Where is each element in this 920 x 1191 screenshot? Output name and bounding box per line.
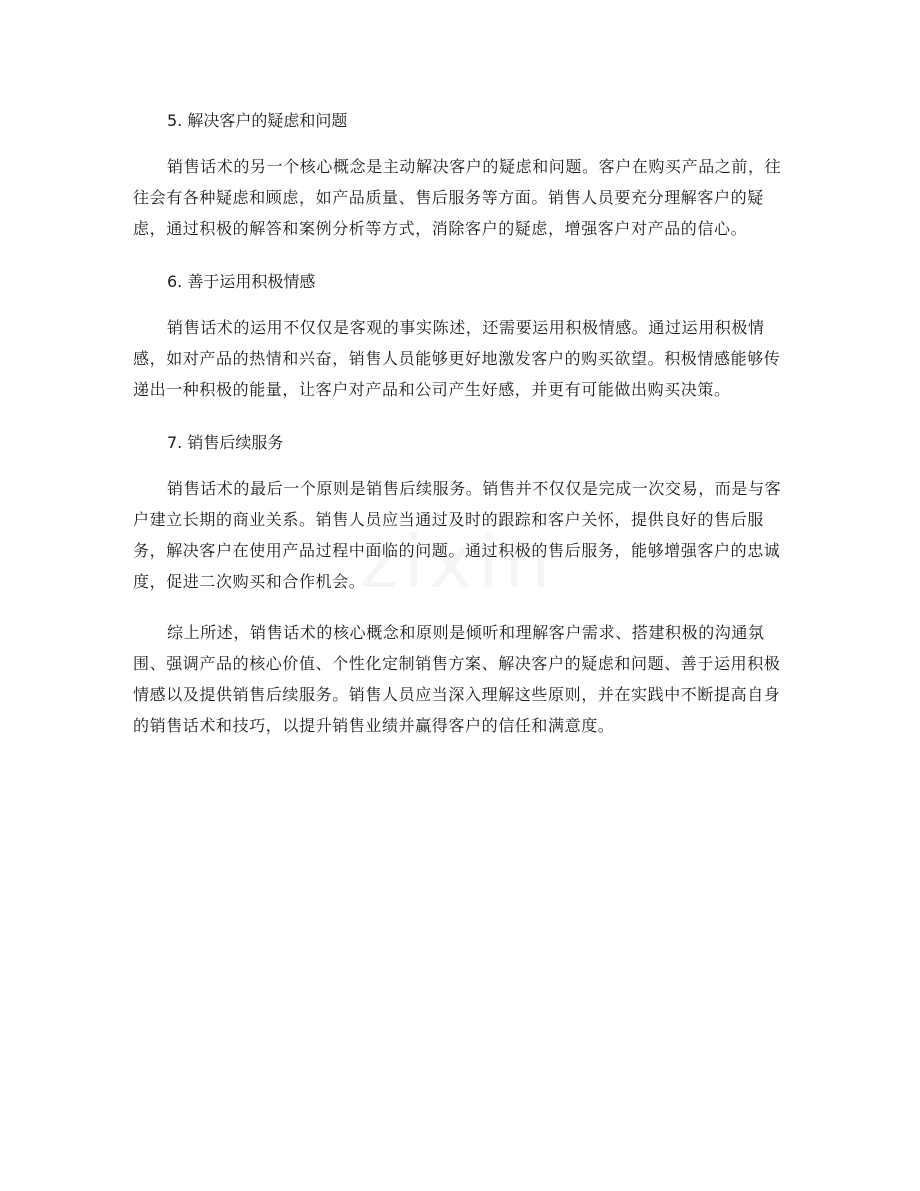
section-heading: 7. 销售后续服务 — [167, 433, 284, 452]
section-heading: 6. 善于运用积极情感 — [167, 272, 316, 291]
section-paragraph: 销售话术的另一个核心概念是主动解决客户的疑虑和问题。客户在购买产品之前，往往会有各种疑虑和顾虑，如产品质量、售后服务等方面。销售人员要充分理解客户的疑虑，通过积极的解答和案例分析等方式，消除客户的疑虑，增强客户对产品的信心。 — [133, 157, 782, 238]
section-paragraph: 销售话术的运用不仅仅是客观的事实陈述，还需要运用积极情感。通过运用积极情感，如对产品的热情和兴奋，销售人员能够更好地激发客户的购买欲望。积极情感能够传递出一种积极的能量，让客户对产品和公司产生好感，并更有可能做出购买决策。 — [133, 318, 781, 399]
section-6 — [133, 264, 787, 405]
document-body — [133, 103, 787, 761]
conclusion-paragraph: 综上所述，销售话术的核心概念和原则是倾听和理解客户需求、搭建积极的沟通氛围、强调产品的核心价值、个性化定制销售方案、解决客户的疑虑和问题、善于运用积极情感以及提供销售后续服务。销售人员应当深入理解这些原则，并在实践中不断提高自身的销售话术和技巧，以提升销售业绩并赢得客户的信任和满意度。 — [133, 623, 781, 735]
section-heading: 5. 解决客户的疑虑和问题 — [167, 111, 348, 130]
section-5 — [133, 103, 787, 244]
section-paragraph: 销售话术的最后一个原则是销售后续服务。销售并不仅仅是完成一次交易，而是与客户建立长期的商业关系。销售人员应当通过及时的跟踪和客户关怀，提供良好的售后服务，解决客户在使用产品过程中面临的问题。通过积极的售后服务，能够增强客户的忠诚度，促进二次购买和合作机会。 — [133, 479, 782, 591]
section-7 — [133, 425, 787, 597]
